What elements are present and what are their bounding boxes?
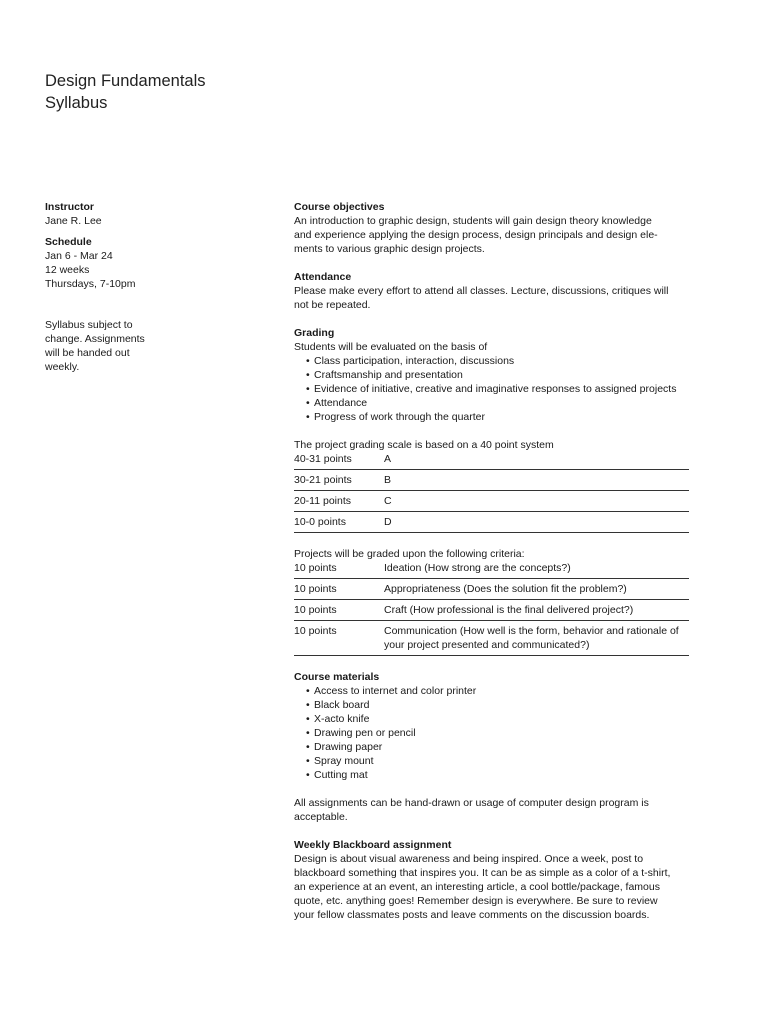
instructor-name: Jane R. Lee [45,215,102,227]
objectives-line: and experience applying the design process, design principals and design ele- [294,229,658,241]
materials-note [294,796,694,824]
grading-bullets [294,354,694,424]
list-item: • Drawing paper [306,740,694,754]
objectives-heading: Course objectives [294,201,385,213]
grading-intro: Students will be evaluated on the basis of [294,341,488,353]
sidebar [45,200,215,374]
criteria-table [294,561,689,656]
schedule-block [45,235,215,291]
criteria-points: 10 points [294,600,384,621]
table-row [294,491,689,512]
scale-points: 40-31 points [294,452,384,470]
scale-grade: A [384,452,689,470]
title-line-1: Design Fundamentals [45,72,206,90]
table-row [294,470,689,491]
list-item: • X-acto knife [306,712,694,726]
main-content [294,200,694,936]
weekly-line: Design is about visual awareness and being inspired. Once a week, post to [294,853,644,865]
list-item: • Cutting mat [306,768,694,782]
materials-note-line: acceptable. [294,811,348,823]
scale-points: 20-11 points [294,491,384,512]
materials-section [294,670,694,782]
criteria-desc: Communication (How well is the form, behavior and rationale of your project presented and communicated?) [384,621,689,656]
schedule-line: 12 weeks [45,264,90,276]
list-item: • Spray mount [306,754,694,768]
attendance-section [294,270,694,312]
note-line: weekly. [45,361,80,373]
criteria-desc: Ideation (How strong are the concepts?) [384,561,689,579]
list-item: • Attendance [306,396,694,410]
objectives-line: ments to various graphic design projects. [294,243,485,255]
list-item: • Drawing pen or pencil [306,726,694,740]
weekly-line: your fellow classmates posts and leave comments on the discussion boards. [294,909,650,921]
list-item: • Craftsmanship and presentation [306,368,694,382]
table-row [294,579,689,600]
list-item: • Class participation, interaction, discussions [306,354,694,368]
materials-note-line: All assignments can be hand-drawn or usage of computer design program is [294,797,649,809]
schedule-heading: Schedule [45,236,92,248]
weekly-line: blackboard something that inspires you. It can be as simple as a color of a t-shirt, [294,867,671,879]
criteria-desc: Craft (How professional is the final delivered project?) [384,600,689,621]
grading-scale [294,438,694,533]
note-line: change. Assignments [45,333,145,345]
scale-grade: D [384,512,689,533]
schedule-line: Thursdays, 7-10pm [45,278,136,290]
scale-intro: The project grading scale is based on a 40 point system [294,439,554,451]
list-item: • Evidence of initiative, creative and imaginative responses to assigned projects [306,382,694,396]
criteria-intro: Projects will be graded upon the following criteria: [294,548,525,560]
weekly-section [294,838,694,922]
grading-scale-table [294,452,689,533]
table-row [294,600,689,621]
scale-points: 30-21 points [294,470,384,491]
attendance-line: not be repeated. [294,299,371,311]
title-line-2: Syllabus [45,94,108,112]
attendance-heading: Attendance [294,271,352,283]
objectives-line: An introduction to graphic design, students will gain design theory knowledge [294,215,652,227]
instructor-heading: Instructor [45,201,95,213]
weekly-line: quote, etc. anything goes! Remember design is everywhere. Be sure to review [294,895,658,907]
objectives-section [294,200,694,256]
materials-bullets [294,684,694,782]
note-line: will be handed out [45,347,130,359]
grading-heading: Grading [294,327,335,339]
table-row [294,561,689,579]
scale-grade: B [384,470,689,491]
grading-section [294,326,694,424]
criteria-points: 10 points [294,579,384,600]
list-item: • Progress of work through the quarter [306,410,694,424]
list-item: • Access to internet and color printer [306,684,694,698]
materials-heading: Course materials [294,671,380,683]
page-title [45,70,206,114]
table-row [294,621,689,656]
weekly-line: an experience at an event, an interesting article, a cool bottle/package, famous [294,881,660,893]
criteria-desc: Appropriateness (Does the solution fit the problem?) [384,579,689,600]
scale-points: 10-0 points [294,512,384,533]
criteria-points: 10 points [294,561,384,579]
attendance-line: Please make every effort to attend all classes. Lecture, discussions, critiques will [294,285,669,297]
schedule-line: Jan 6 - Mar 24 [45,250,113,262]
table-row [294,512,689,533]
grading-criteria [294,547,694,656]
weekly-heading: Weekly Blackboard assignment [294,839,452,851]
table-row [294,452,689,470]
criteria-points: 10 points [294,621,384,656]
note-line: Syllabus subject to [45,319,133,331]
scale-grade: C [384,491,689,512]
instructor-block [45,200,215,228]
syllabus-note [45,318,215,374]
list-item: • Black board [306,698,694,712]
